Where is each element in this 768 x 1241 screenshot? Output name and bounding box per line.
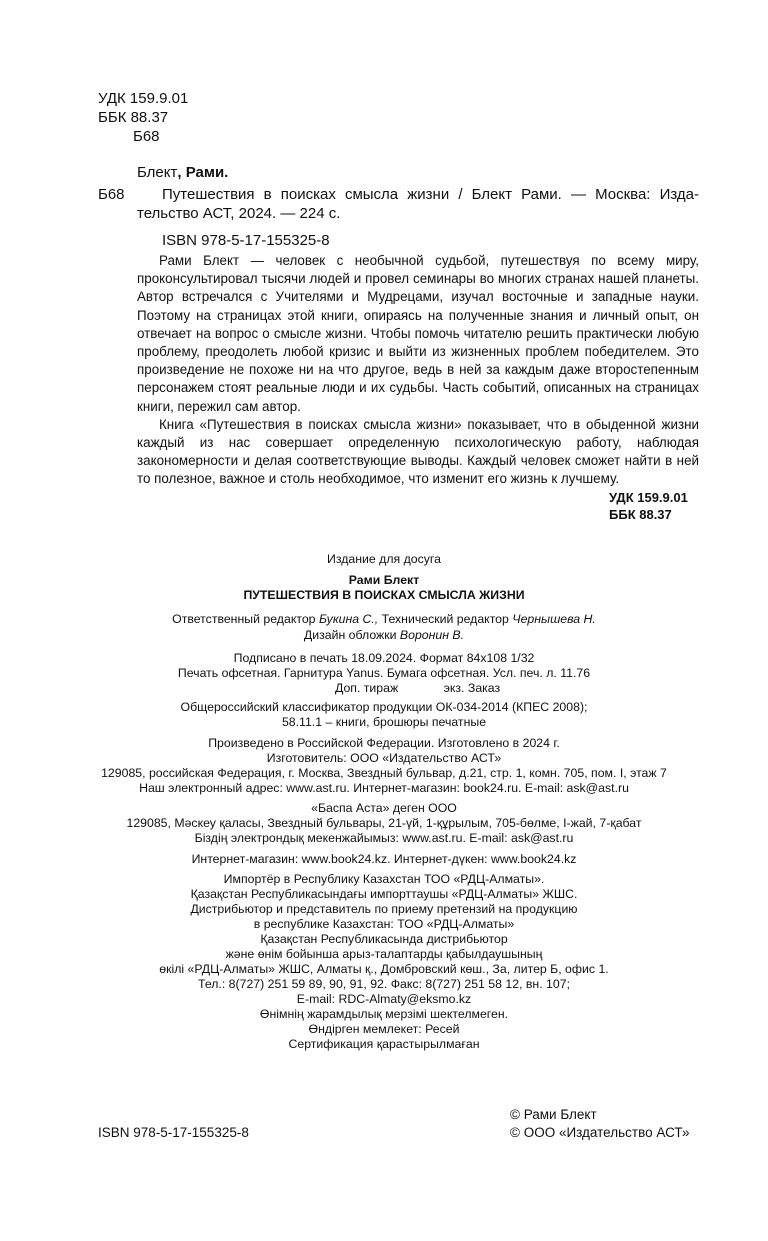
imprint-author: Рами Блект [348, 573, 420, 587]
importer-line-10: Өнімнің жарамдылық мерзімі шектелмеген. [259, 1007, 509, 1021]
producer-line-2: Изготовитель: ООО «Издательство АСТ» [266, 751, 502, 765]
kazakh-line-3: Біздің электрондық мекенжайымыз: www.ast.ru. E-mail: ask@ast.ru [194, 831, 574, 845]
editors-line [0, 611, 768, 627]
print-line-2: Печать офсетная. Гарнитура Yanus. Бумага офсетная. Усл. печ. л. 11.76 [177, 666, 591, 680]
editor-name: Букина С., [318, 612, 379, 626]
importer-line-11: Өндірген мемлекет: Ресей [308, 1022, 460, 1036]
author-heading [137, 163, 228, 182]
importer-line-1: Импортёр в Республику Казахстан ТОО «РДЦ-Алматы». [223, 872, 545, 886]
side-author-mark: Б68 [98, 186, 125, 203]
importer-line-6: және өнім бойынша арыз-талаптарды қабылдаушының [225, 947, 543, 961]
classifier-line-1: Общероссийский классификатор продукции ОК-034-2014 (КПЕС 2008); [180, 700, 588, 714]
bbk-code-right: ББК 88.37 [609, 507, 672, 522]
author-mark: Б68 [133, 128, 160, 145]
udk-code-right: УДК 159.9.01 [609, 490, 688, 505]
title-line-2: тельство АСТ, 2024. — 224 с. [137, 205, 341, 222]
author-first-name: , Рами. [177, 164, 229, 181]
importer-line-9: E-mail: RDC-Almaty@eksmo.kz [296, 992, 472, 1006]
producer-line-4: Наш электронный адрес: www.ast.ru. Интернет-магазин: book24.ru. E-mail: ask@ast.ru [139, 781, 629, 795]
footer-copyright-author: © Рами Блект [510, 1107, 597, 1122]
tech-editor-label: Технический редактор [381, 612, 509, 626]
bbk-code: ББК 88.37 [98, 109, 169, 126]
producer-line-3: 129085, российская Федерация, г. Москва, Звездный бульвар, д.21, стр. 1, комн. 705, пом. I, этаж 7 [101, 766, 667, 780]
importer-line-2: Қазақстан Республикасындағы импорттаушы «РДЦ-Алматы» ЖШС. [190, 887, 578, 901]
editor-label: Ответственный редактор [172, 612, 316, 626]
importer-line-8: Тел.: 8(727) 251 59 89, 90, 91, 92. Факс: 8(727) 251 58 12, вн. 107; [198, 977, 570, 991]
tech-editor-name: Чернышева Н. [512, 612, 596, 626]
importer-line-5: Қазақстан Республикасында дистрибьютор [260, 932, 508, 946]
annotation-paragraph-2: Книга «Путешествия в поисках смысла жизни» показывает, что в обыденной жизни каждый из нас совершает определенную психологическую работу, наблюдая закономерности и делая соответствующие выводы. Каждый человек сможет найти в ней то полезное, важное и столь необходимое, что изменит его жизнь к лучшему. [137, 416, 699, 487]
kazakh-line-2: 129085, Мәскеу қаласы, Звездный бульвары, 21-үй, 1-құрылым, 705-бөлме, I-жай, 7-қабат [126, 816, 642, 830]
cover-design-line [0, 627, 768, 643]
footer-isbn: ISBN 978-5-17-155325-8 [98, 1125, 249, 1140]
producer-line-1: Произведено в Российской Федерации. Изготовлено в 2024 г. [208, 736, 560, 750]
edition-type: Издание для досуга [327, 552, 441, 566]
isbn-entry: ISBN 978-5-17-155325-8 [162, 232, 330, 249]
print-line-1: Подписано в печать 18.09.2024. Формат 84x108 1/32 [233, 651, 535, 665]
run-value: экз. Заказ [443, 681, 501, 695]
footer-copyright-publisher: © ООО «Издательство АСТ» [510, 1125, 690, 1140]
importer-line-3: Дистрибьютор и представитель по приему претензий на продукцию [190, 902, 578, 916]
author-last-name: Блект [137, 164, 178, 181]
run-label: Доп. тираж [335, 681, 399, 695]
importer-line-4: в республике Казахстан: ТОО «РДЦ-Алматы» [253, 917, 515, 931]
importer-line-12: Сертификация қарастырылмаған [288, 1037, 480, 1051]
annotation-paragraph-1: Рами Блект — человек с необычной судьбой, путешествуя по всему миру, проконсультировал тысячи людей и провел семинары во многих странах нашей планеты. Автор встречался с Учителями и Мудрецами, изучал восточные и западные науки. Поэтому на страницах этой книги, опираясь на полученные знания и личный опыт, он отвечает на вопрос о смысле жизни. Чтобы помочь читателю решить практически любую проблему, преодолеть любой кризис и выйти из жизненных проблем победителем. Это произведение не похоже ни на что другое, ведь в ней за каждым даже второстепенным персонажем стоят реальные люди и их судьбы. Часть событий, описанных на страницах книги, пережил сам автор. [137, 253, 699, 414]
imprint-title: ПУТЕШЕСТВИЯ В ПОИСКАХ СМЫСЛА ЖИЗНИ [243, 588, 525, 602]
run-line [335, 680, 500, 696]
cover-name: Воронин В. [399, 628, 465, 642]
udk-code: УДК 159.9.01 [98, 90, 189, 107]
title-line-1: Путешествия в поисках смысла жизни / Блект Рами. — Москва: Изда- [162, 186, 699, 203]
annotation [137, 252, 699, 489]
kazakh-line-1: «Баспа Аста» деген ООО [311, 801, 457, 815]
shop-line: Интернет-магазин: www.book24.kz. Интернет-дүкен: www.book24.kz [191, 852, 577, 866]
classifier-line-2: 58.11.1 – книги, брошюры печатные [281, 715, 487, 729]
importer-line-7: өкілі «РДЦ-Алматы» ЖШС, Алматы қ., Домбровский көш., За, литер Б, офис 1. [159, 962, 609, 976]
cover-label: Дизайн обложки [303, 628, 397, 642]
